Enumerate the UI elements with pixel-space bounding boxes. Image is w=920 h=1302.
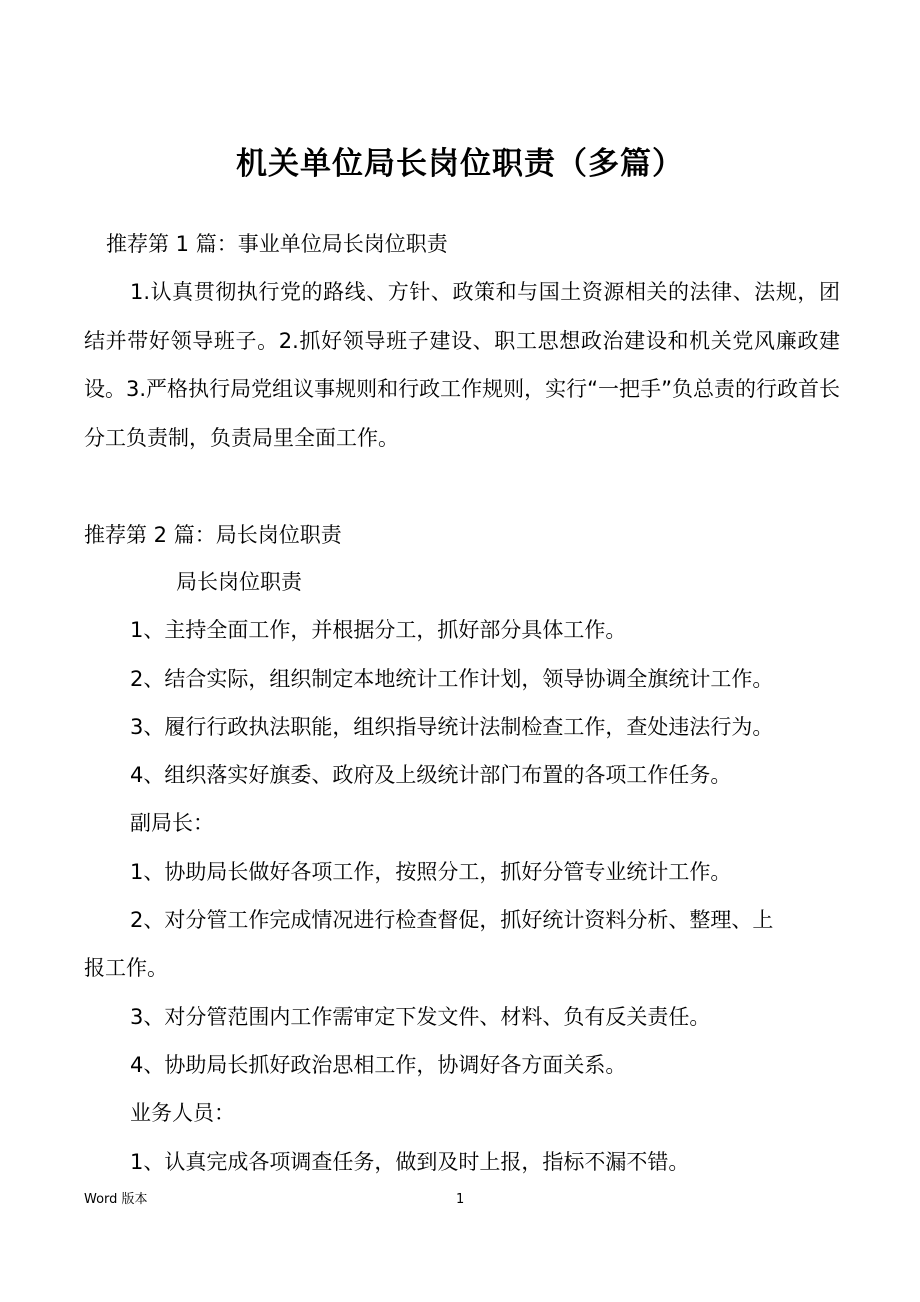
page-number: 1 — [456, 1192, 465, 1207]
recommendation-2-heading: 推荐第 2 篇：局长岗位职责 — [84, 523, 342, 547]
director-duty-item: 4、组织落实好旗委、政府及上级统计部门布置的各项工作任务。 — [130, 763, 732, 787]
footer-version-label: Word 版本 — [84, 1192, 148, 1207]
recommendation-1-heading: 推荐第 1 篇：事业单位局长岗位职责 — [106, 232, 448, 256]
deputy-duty-item: 2、对分管工作完成情况进行检查督促，抓好统计资料分析、整理、上 — [130, 908, 774, 932]
staff-heading: 业务人员： — [130, 1101, 235, 1125]
director-duty-item: 2、结合实际，组织制定本地统计工作计划，领导协调全旗统计工作。 — [130, 667, 774, 691]
recommendation-1-body: 1.认真贯彻执行党的路线、方针、政策和与国土资源相关的法律、法规，团结并带好领导班子。2.抓好领导班子建设、职工思想政治建设和机关党风廉政建设。3.严格执行局党组议事规则和行政工作规则，实行“一把手”负总责的行政首长分工负责制，负责局里全面工作。 — [84, 280, 840, 450]
recommendation-2-subtitle: 局长岗位职责 — [176, 570, 302, 594]
deputy-duty-item: 1、协助局长做好各项工作，按照分工，抓好分管专业统计工作。 — [130, 860, 732, 884]
document-title: 机关单位局长岗位职责（多篇） — [236, 146, 684, 182]
deputy-duty-item: 3、对分管范围内工作需审定下发文件、材料、负有反关责任。 — [130, 1005, 711, 1029]
director-duty-item: 1、主持全面工作，并根据分工，抓好部分具体工作。 — [130, 618, 627, 642]
deputy-duty-item-continued: 报工作。 — [84, 956, 168, 980]
deputy-director-heading: 副局长： — [130, 811, 214, 835]
deputy-duty-item: 4、协助局长抓好政治思相工作，协调好各方面关系。 — [130, 1053, 627, 1077]
director-duty-item: 3、履行行政执法职能，组织指导统计法制检查工作，查处违法行为。 — [130, 715, 774, 739]
staff-duty-item: 1、认真完成各项调查任务，做到及时上报，指标不漏不错。 — [130, 1150, 690, 1174]
